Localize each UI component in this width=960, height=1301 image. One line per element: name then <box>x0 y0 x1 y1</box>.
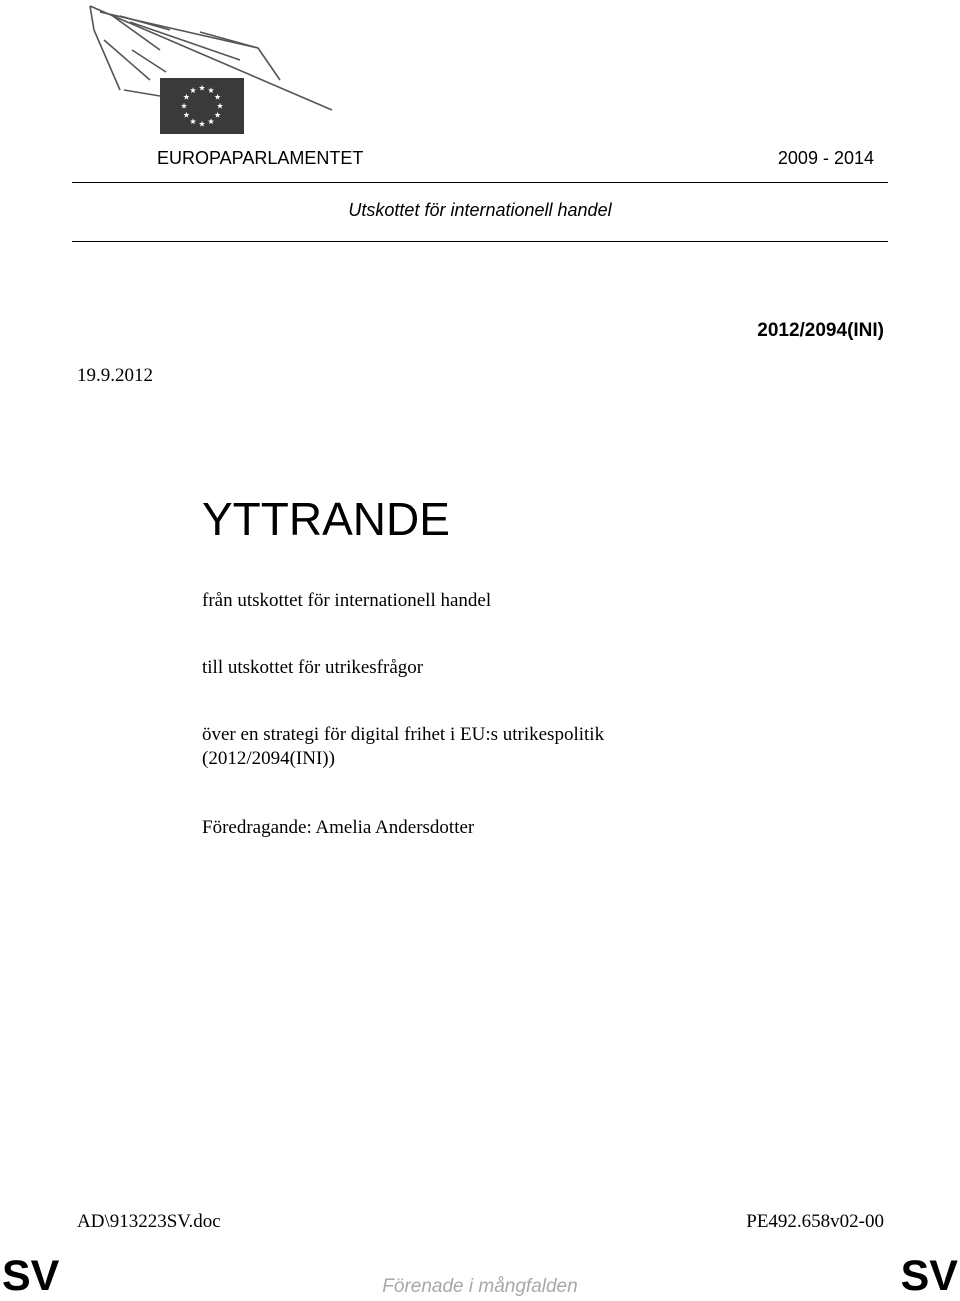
pe-reference: PE492.658v02-00 <box>746 1211 884 1232</box>
parliamentary-term: 2009 - 2014 <box>777 148 874 168</box>
subject <box>202 723 604 771</box>
to-committee: till utskottet för utrikesfrågor <box>202 657 424 678</box>
subject-line-2: (2012/2094(INI)) <box>202 748 335 769</box>
eu-motto: Förenade i mångfalden <box>382 1276 578 1297</box>
language-code-left: SV <box>2 1252 60 1300</box>
document-date: 19.9.2012 <box>77 365 153 386</box>
committee-name: Utskottet för internationell handel <box>348 200 612 220</box>
file-reference: AD\913223SV.doc <box>77 1211 221 1232</box>
rapporteur: Föredragande: Amelia Andersdotter <box>202 817 475 838</box>
document-type-title: YTTRANDE <box>202 493 450 545</box>
european-parliament-logo <box>80 0 340 140</box>
from-committee: från utskottet för internationell handel <box>202 590 492 611</box>
header-divider <box>72 182 888 183</box>
institution-name: EUROPAPARLAMENTET <box>157 148 364 168</box>
committee-divider <box>72 241 888 242</box>
language-code-right: SV <box>900 1252 958 1300</box>
subject-line-1: över en strategi för digital frihet i EU:s utrikespolitik <box>202 724 605 745</box>
procedure-reference: 2012/2094(INI) <box>757 320 884 341</box>
